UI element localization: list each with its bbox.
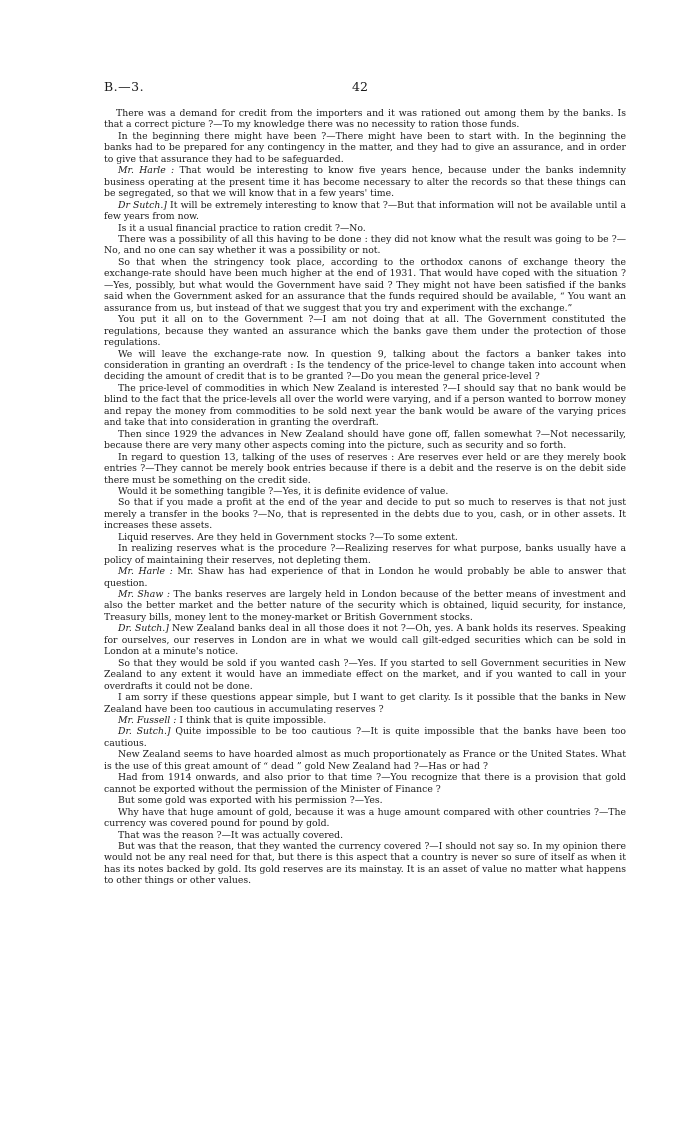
paragraph-text: Why have that huge amount of gold, because it was a huge amount compared with other countries ?—The currency was covered pound for pound by gold. — [104, 806, 626, 830]
paragraph-text: Mr. Shaw has had experience of that in London he would probably be able to answer that question. — [104, 566, 627, 589]
paragraph — [104, 486, 626, 497]
paragraph-text: We will leave the exchange-rate now. In question 9, talking about the factors a banker takes into consideration in granting an overdraft : Is the tendency of the price-level to change taken into account when deciding the amount of credit that is to be granted ?—Do you mean the general price-level ? — [104, 348, 626, 383]
speaker-label: Dr. Sutch.] — [118, 726, 171, 738]
speaker-label: Mr. Shaw : — [118, 589, 170, 601]
speaker-label: Dr Sutch.] — [118, 199, 167, 211]
paragraph — [104, 692, 626, 715]
paragraph — [104, 566, 626, 589]
paragraph-text: You put it all on to the Government ?—I am not doing that at all. The Government constituted the regulations, because they wanted an assurance which the banks gave them under the protection of those regulations. — [104, 314, 626, 349]
paragraph-text: Had from 1914 onwards, and also prior to that time ?—You recognize that there is a provision that gold cannot be exported without the permission of the Minister of Finance ? — [104, 772, 626, 795]
paragraph-text: I am sorry if these questions appear simple, but I want to get clarity. Is it possible that the banks in New Zealand have been too cautious in accumulating reserves ? — [104, 692, 626, 715]
paragraph-text: But some gold was exported with his permission ?—Yes. — [118, 795, 383, 807]
paragraph — [104, 658, 626, 692]
paragraph-text: I think that is quite impossible. — [176, 715, 327, 727]
paragraph — [104, 383, 626, 429]
paragraph-text: New Zealand seems to have hoarded almost as much proportionately as France or the United States. What is the use of this great amount of “ dead ” gold New Zealand had ?—Has or had ? — [104, 749, 626, 772]
paragraph — [104, 772, 626, 795]
paragraph-text: The price-level of commodities in which New Zealand is interested ?—I should say that no bank would be blind to the fact that the price-levels all over the world were varying, and if a person wanted to borrow money and repay the money from commodities to be sold next year the bank would be aware of the varying prices and take that into consideration in granting the overdraft. — [104, 382, 626, 429]
speaker-label: Dr. Sutch.] — [118, 623, 169, 635]
paragraph — [104, 532, 626, 543]
paragraph — [104, 726, 626, 749]
paragraph — [104, 234, 626, 257]
paragraph-text: In the beginning there might have been ?—There might have been to start with. In the beginning the banks had to be prepared for any contingency in the matter, and they had to give an assurance, and in order to give that assurance they had to be safeguarded. — [104, 130, 626, 165]
paragraph — [104, 715, 626, 726]
paragraph — [104, 200, 626, 223]
paragraph — [104, 429, 626, 452]
paragraph — [104, 108, 626, 131]
paragraph — [104, 452, 626, 486]
paragraph — [104, 223, 626, 234]
paragraph-text: There was a possibility of all this having to be done : they did not know what the result was going to be ?—No, and no one can say whether it was a possibility or not. — [104, 233, 626, 257]
speaker-label: Mr. Harle : — [118, 566, 173, 578]
paragraph-text: So that they would be sold if you wanted cash ?—Yes. If you started to sell Government securities in New Zealand to any extent it would have an immediate effect on the market, and if you wanted to call in your overdrafts it could not be done. — [104, 657, 626, 692]
paragraph-text: But was that the reason, that they wanted the currency covered ?—I should not say so. In my opinion there would not be any real need for that, but there is this aspect that a country is never so sure of itself as when it has its notes backed by gold. Its gold reserves are its mainstay. It is an asset of value no matter what happens to other things or other values. — [104, 841, 626, 887]
paragraph — [104, 257, 626, 314]
paragraph — [104, 349, 626, 383]
body-text — [104, 108, 626, 887]
paragraph-text: Is it a usual financial practice to ration credit ?—No. — [118, 222, 366, 234]
paragraph — [104, 830, 626, 841]
paragraph — [104, 131, 626, 165]
paragraph-text: New Zealand banks deal in all those does it not ?—Oh, yes. A bank holds its reserves. Speaking for ourselves, our reserves in London are in what we would call gilt-edged securities which can be sold in London at a minute's notice. — [104, 623, 627, 658]
paragraph-text: So that when the stringency took place, according to the orthodox canons of exchange theory the exchange-rate should have been much higher at the end of 1931. That would have coped with the situation ?—Yes, possibly, but what would the Government have said ? They might not have been satisfied if the banks said when the Government asked for an assurance that the funds required should be available, “ You want an assurance from us, but instead of that we suggest that you try and experiment with the exchange.” — [104, 256, 626, 314]
paragraph — [104, 589, 626, 623]
paragraph — [104, 623, 626, 657]
paragraph-text: The banks reserves are largely held in London because of the better means of investment and also the better market and the better nature of the security which is obtained, liquid security, for instance, Treasury bills, money lent to the money-market or British Government stocks. — [104, 589, 626, 623]
paragraph — [104, 314, 626, 348]
paragraph-text: It will be extremely interesting to know that ?—But that information will not be available until a few years from now. — [104, 199, 626, 223]
paragraph — [104, 543, 626, 566]
paragraph-text: Quite impossible to be too cautious ?—It is quite impossible that the banks have been too cautious. — [104, 726, 626, 749]
paragraph — [104, 807, 626, 830]
paragraph-text: That would be interesting to know five years hence, because under the banks indemnity business operating at the present time it has become necessary to alter the records so that these things can be segregated, so that we will know that in a few years' time. — [104, 165, 626, 200]
paragraph — [104, 841, 626, 887]
paragraph — [104, 497, 626, 531]
document-reference: B.—3. — [104, 79, 145, 94]
page-number: 42 — [352, 79, 368, 94]
paragraph-text: Then since 1929 the advances in New Zealand should have gone off, fallen somewhat ?—Not necessarily, because there are very many other aspects coming into the picture, such as security and so forth. — [104, 428, 626, 452]
paragraph — [104, 165, 626, 199]
paragraph — [104, 749, 626, 772]
paragraph-text: That was the reason ?—It was actually covered. — [118, 829, 344, 841]
paragraph-text: In regard to question 13, talking of the uses of reserves : Are reserves ever held or are they merely book entries ?—They cannot be merely book entries because if there is a debit and the reserve is on the debit side there must be something on the credit side. — [104, 451, 626, 486]
paragraph-text: In realizing reserves what is the procedure ?—Realizing reserves for what purpose, banks usually have a policy of maintaining their reserves, not depleting them. — [104, 543, 626, 566]
speaker-label: Mr. Fussell : — [118, 715, 177, 727]
speaker-label: Mr. Harle : — [118, 165, 175, 177]
paragraph — [104, 795, 626, 806]
paragraph-text: Would it be something tangible ?—Yes, it is definite evidence of value. — [118, 485, 449, 497]
paragraph-text: Liquid reserves. Are they held in Government stocks ?—To some extent. — [118, 531, 458, 543]
paragraph-text: There was a demand for credit from the importers and it was rationed out among them by the banks. Is that a correct picture ?—To my knowledge there was no necessity to ration those funds. — [104, 108, 626, 131]
paragraph-text: So that if you made a profit at the end of the year and decide to put so much to reserves is that not just merely a transfer in the books ?—No, that is represented in the debts due to you, cash, or in other assets. It increases these assets. — [104, 497, 626, 532]
